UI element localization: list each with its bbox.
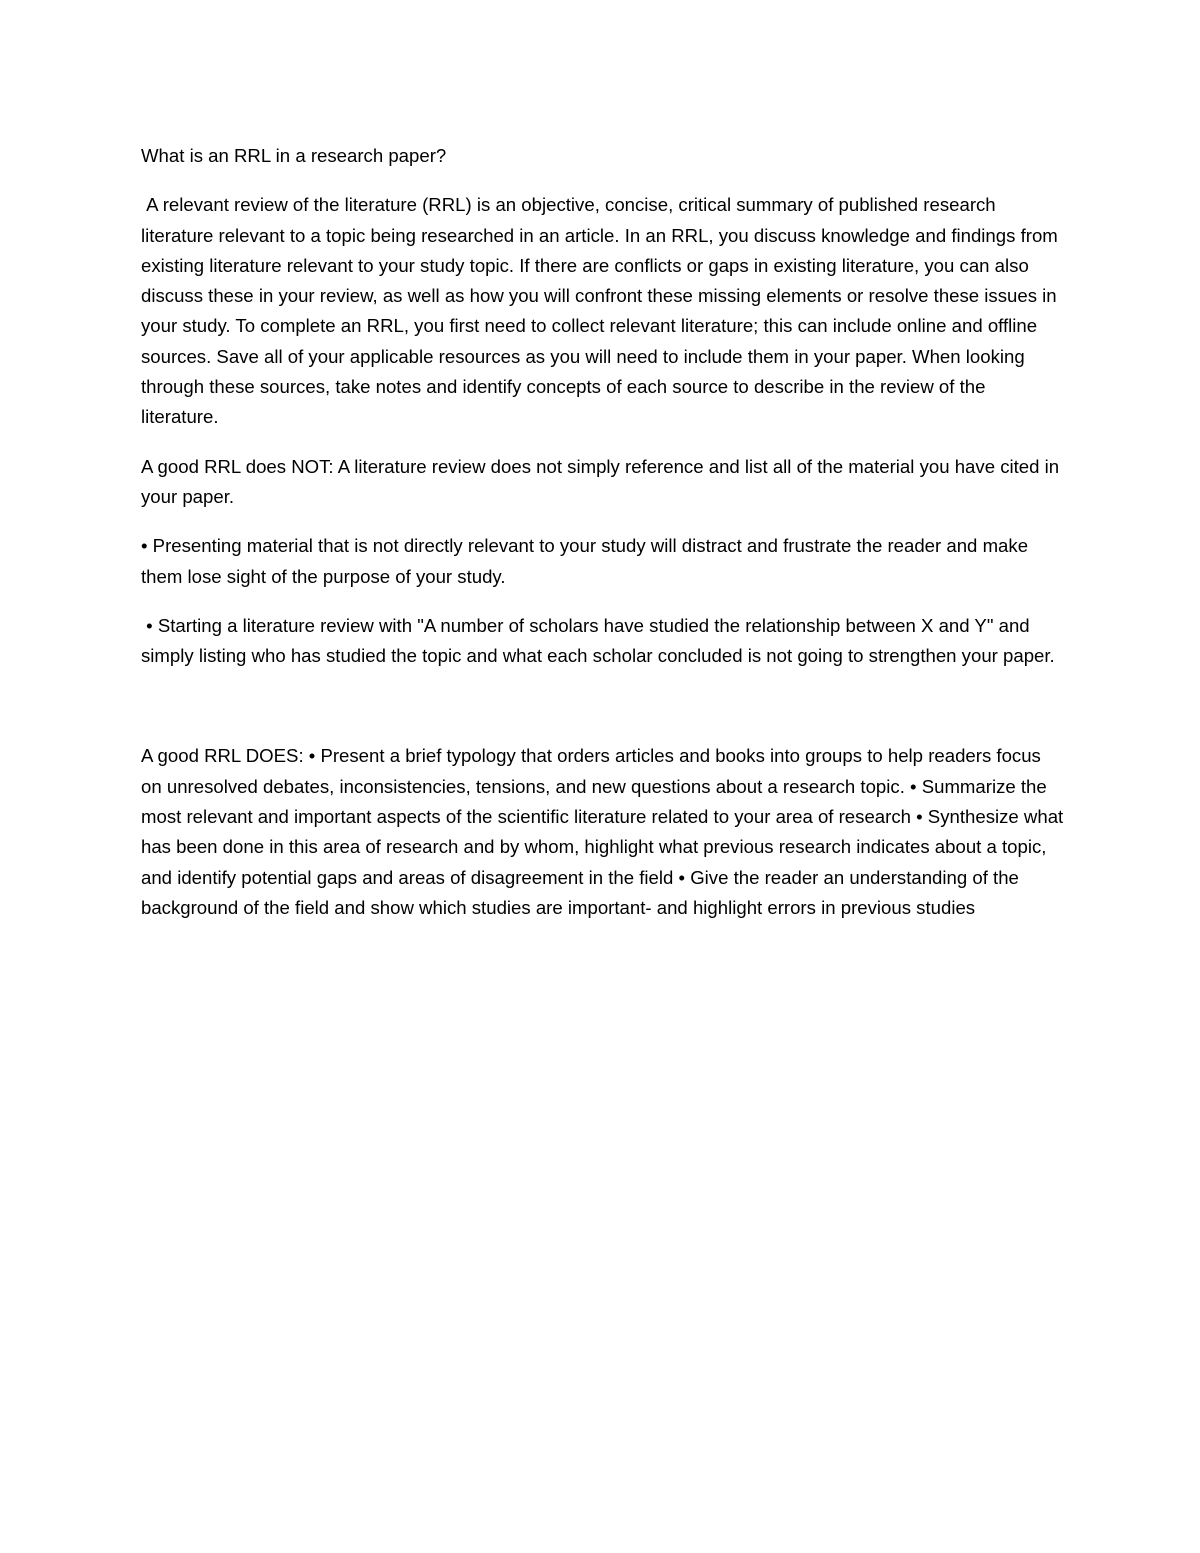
does-not-paragraph: A good RRL does NOT: A literature review does not simply reference and list all of the material you have cited in your paper.	[141, 455, 1060, 507]
bullet-paragraph-one: • Presenting material that is not directly relevant to your study will distract and frustrate the reader and make them lose sight of the purpose of your study.	[141, 535, 1029, 587]
intro-paragraph: A relevant review of the literature (RRL) is an objective, concise, critical summary of published research literature relevant to a topic being researched in an article. In an RRL, you discuss knowledge and findings from existing literature relevant to your study topic. If there are conflicts or gaps in existing literature, you can also discuss these in your review, as well as how you will confront these missing elements or resolve these issues in your study. To complete an RRL, you first need to collect relevant literature; this can include online and offline sources. Save all of your applicable resources as you will need to include them in your paper. When looking through these sources, take notes and identify concepts of each source to describe in the review of the literature.	[141, 194, 1063, 428]
title-question: What is an RRL in a research paper?	[141, 145, 447, 166]
document-body	[141, 141, 1066, 923]
does-paragraph: A good RRL DOES: • Present a brief typology that orders articles and books into groups to help readers focus on unresolved debates, inconsistencies, tensions, and new questions about a research topic. • Summarize the most relevant and important aspects of the scientific literature related to your area of research • Synthesize what has been done in this area of research and by whom, highlight what previous research indicates about a topic, and identify potential gaps and areas of disagreement in the field • Give the reader an understanding of the background of the field and show which studies are important- and highlight errors in previous studies	[141, 745, 1064, 918]
bullet-paragraph-two: • Starting a literature review with "A number of scholars have studied the relationship between X and Y" and simply listing who has studied the topic and what each scholar concluded is not going to strengthen your paper.	[141, 614, 1055, 667]
